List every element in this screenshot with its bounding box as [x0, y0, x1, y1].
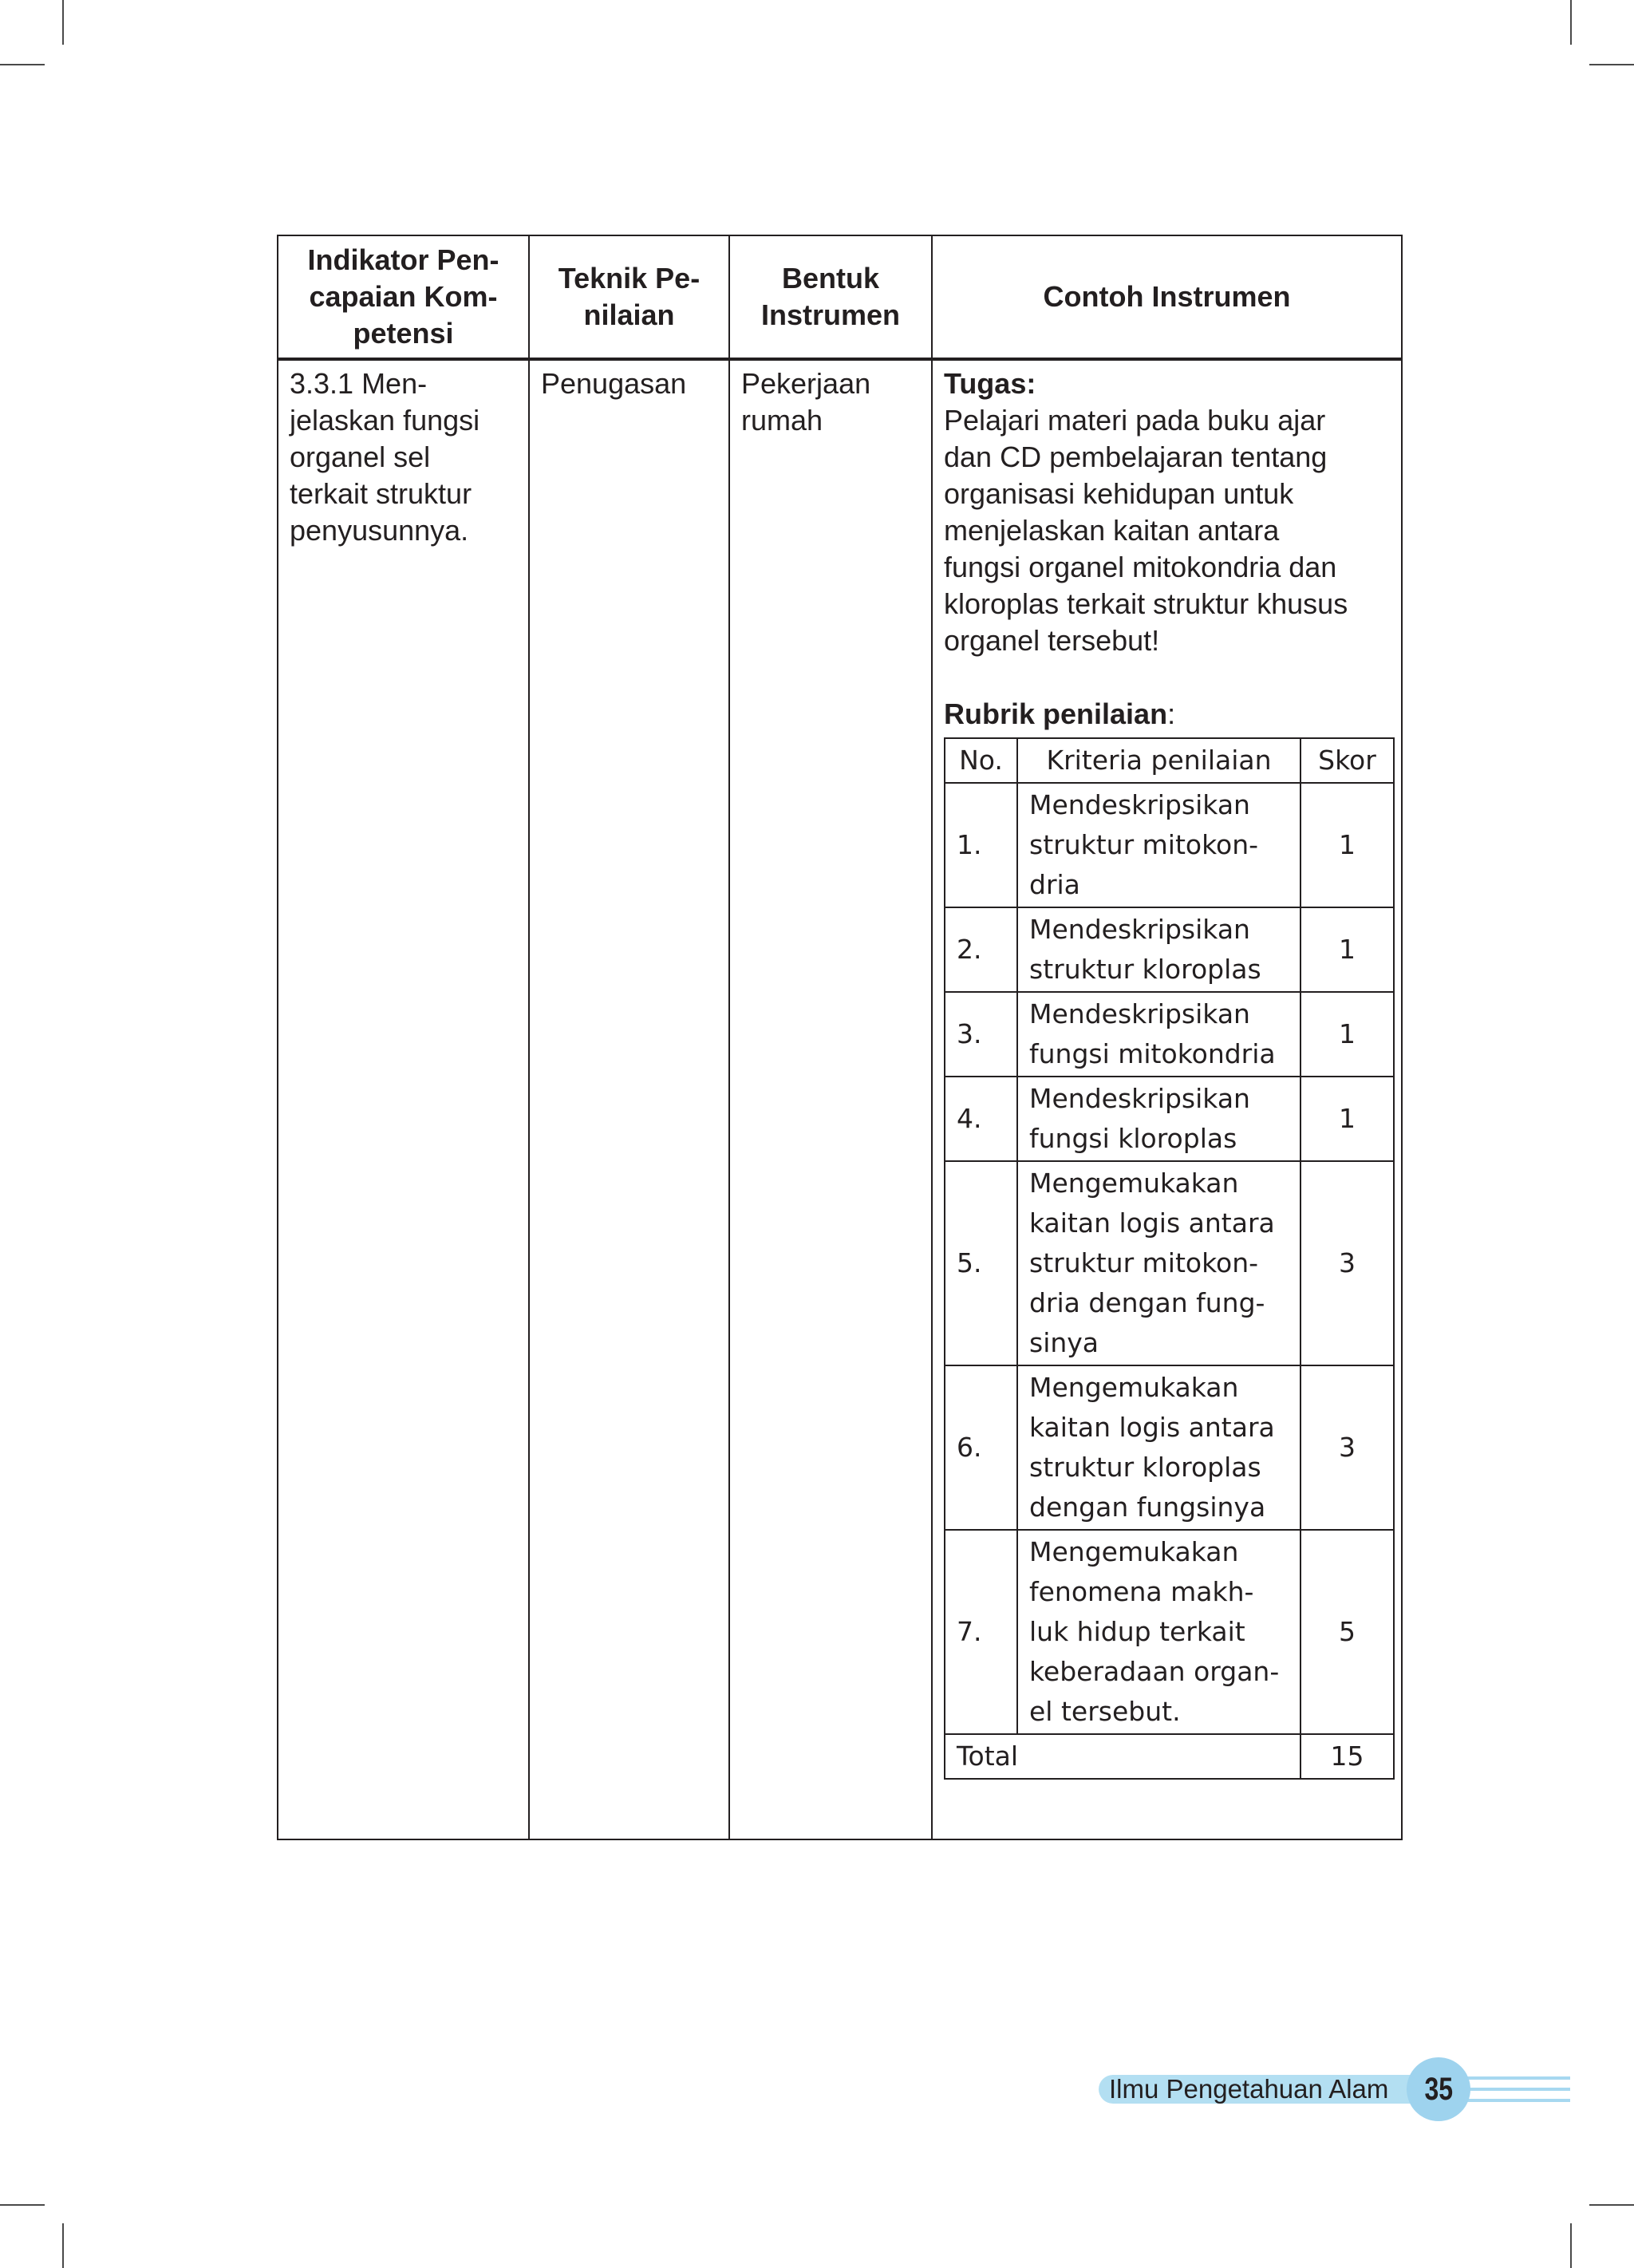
crop-mark	[1570, 0, 1572, 45]
rubric-no: 5.	[945, 1161, 1017, 1365]
crop-mark	[0, 64, 45, 65]
rubric-kriteria: Mendeskripsikan struktur mitokon- dria	[1017, 783, 1300, 907]
rubric-row	[945, 1365, 1394, 1530]
crop-mark	[1570, 2223, 1572, 2268]
cell-contoh	[932, 359, 1402, 1839]
rubric-total-label: Total	[945, 1734, 1300, 1779]
rubric-skor: 1	[1300, 907, 1394, 992]
cell-indikator: 3.3.1 Men- jelaskan fungsi organel sel terkait struktur penyusunnya.	[278, 359, 529, 1839]
rubrik-heading	[944, 696, 1390, 733]
rubric-kriteria: Mendeskripsikan fungsi kloroplas	[1017, 1077, 1300, 1161]
crop-mark	[62, 2223, 64, 2268]
header-indikator: Indikator Pen- capaian Kom- petensi	[278, 235, 529, 359]
table-row	[278, 359, 1402, 1839]
rubric-skor: 1	[1300, 1077, 1394, 1161]
rubric-kriteria: Mendeskripsikan fungsi mitokondria	[1017, 992, 1300, 1077]
rubric-row	[945, 992, 1394, 1077]
crop-mark	[1589, 64, 1634, 65]
rubric-no: 3.	[945, 992, 1017, 1077]
rubric-no: 1.	[945, 783, 1017, 907]
rubric-row	[945, 1077, 1394, 1161]
page-number: 35	[1424, 2071, 1453, 2107]
rubric-kriteria: Mengemukakan fenomena makh- luk hidup terkait keberadaan organ- el tersebut.	[1017, 1530, 1300, 1734]
table-header-row	[278, 235, 1402, 359]
rubric-skor: 1	[1300, 992, 1394, 1077]
rubric-skor: 5	[1300, 1530, 1394, 1734]
rubric-total-value: 15	[1300, 1734, 1394, 1779]
cell-bentuk: Pekerjaan rumah	[729, 359, 932, 1839]
rubric-header-no: No.	[945, 738, 1017, 783]
rubric-row	[945, 1530, 1394, 1734]
rubric-skor: 1	[1300, 783, 1394, 907]
rubrik-colon: :	[1167, 697, 1176, 730]
footer-label: Ilmu Pengetahuan Alam	[1109, 2074, 1389, 2104]
assessment-table	[277, 235, 1403, 1840]
tugas-text: Pelajari materi pada buku ajar dan CD pembelajaran tentang organisasi kehidupan untuk menjelaskan kaitan antara fungsi organel mitokondria dan kloroplas terkait struktur khusus organel tersebut!	[944, 404, 1348, 657]
crop-mark	[1589, 2204, 1634, 2206]
rubric-no: 7.	[945, 1530, 1017, 1734]
rubric-row	[945, 1161, 1394, 1365]
crop-mark	[0, 2204, 45, 2206]
page-number-badge	[1407, 2057, 1470, 2121]
rubric-no: 2.	[945, 907, 1017, 992]
rubric-header-skor: Skor	[1300, 738, 1394, 783]
rubric-kriteria: Mengemukakan kaitan logis antara struktur kloroplas dengan fungsinya	[1017, 1365, 1300, 1530]
rubric-skor: 3	[1300, 1365, 1394, 1530]
rubric-header-kriteria: Kriteria penilaian	[1017, 738, 1300, 783]
rubric-table	[944, 737, 1395, 1780]
rubric-no: 4.	[945, 1077, 1017, 1161]
rubric-row	[945, 907, 1394, 992]
tugas-label: Tugas:	[944, 367, 1036, 400]
crop-mark	[62, 0, 64, 45]
header-teknik: Teknik Pe- nilaian	[529, 235, 729, 359]
header-bentuk: Bentuk Instrumen	[729, 235, 932, 359]
rubrik-label: Rubrik penilaian	[944, 697, 1168, 730]
cell-teknik: Penugasan	[529, 359, 729, 1839]
rubric-skor: 3	[1300, 1161, 1394, 1365]
header-contoh: Contoh Instrumen	[932, 235, 1402, 359]
rubric-kriteria: Mendeskripsikan struktur kloroplas	[1017, 907, 1300, 992]
rubric-total-row	[945, 1734, 1394, 1779]
rubric-kriteria: Mengemukakan kaitan logis antara struktur mitokon- dria dengan fung- sinya	[1017, 1161, 1300, 1365]
rubric-header-row	[945, 738, 1394, 783]
rubric-row	[945, 783, 1394, 907]
rubric-no: 6.	[945, 1365, 1017, 1530]
